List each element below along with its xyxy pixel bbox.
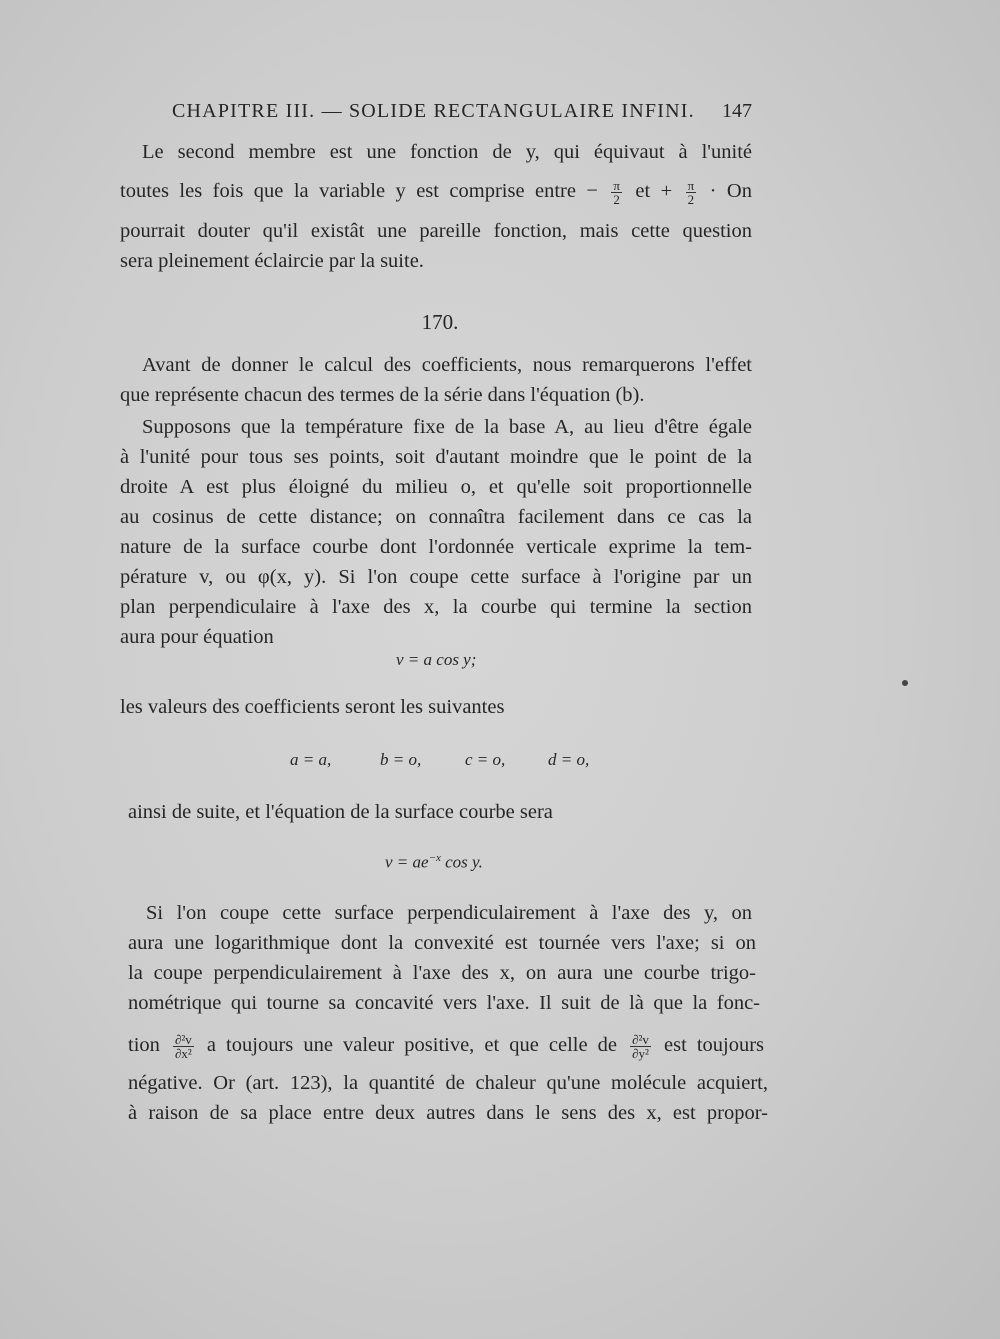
paragraph-line: aura pour équation	[120, 626, 274, 648]
paragraph-line: droite A est plus éloigné du milieu o, et qu'elle soit proportionnelle	[120, 476, 752, 498]
paragraph-line: Supposons que la température fixe de la base A, au lieu d'être égale	[142, 416, 752, 438]
section-number: 170.	[421, 310, 459, 334]
paragraph-line: négative. Or (art. 123), la quantité de chaleur qu'une molécule acquiert,	[128, 1072, 768, 1094]
paragraph-line: sera pleinement éclaircie par la suite.	[120, 250, 424, 272]
equation-term: d = o,	[548, 750, 590, 769]
paragraph-line: ainsi de suite, et l'équation de la surface courbe sera	[128, 801, 553, 823]
page-number: 147	[722, 100, 752, 122]
paragraph-line: pourrait douter qu'il existât une pareille fonction, mais cette question	[120, 220, 752, 242]
running-header	[172, 100, 752, 123]
paragraph-line: Le second membre est une fonction de y, qui équivaut à l'unité	[142, 141, 752, 163]
speck-mark	[902, 680, 908, 686]
paragraph-line: nature de la surface courbe dont l'ordonnée verticale exprime la tem-	[120, 536, 752, 558]
paragraph-line: tion $\frac{\text{∂²v}}{\text{∂x²}}$ a toujours une valeur positive, et que celle de $\frac{\text{∂²v}}{\text{∂y²}}$ est toujours	[128, 1031, 765, 1061]
paragraph-line: à l'unité pour tous ses points, soit d'autant moindre que le point de la	[120, 446, 752, 468]
paragraph-line: nométrique qui tourne sa concavité vers l'axe. Il suit de là que la fonc-	[128, 992, 760, 1014]
paragraph-line: la coupe perpendiculairement à l'axe des x, on aura une courbe trigo-	[128, 962, 756, 984]
paragraph-line: plan perpendiculaire à l'axe des x, la courbe qui termine la section	[120, 596, 752, 618]
fraction: $\frac{\pi}{2}$	[687, 177, 695, 207]
equation-term: c = o,	[465, 750, 506, 769]
chapter-title: CHAPITRE III. — SOLIDE RECTANGULAIRE INFINI.	[172, 100, 695, 122]
paragraph-line: toutes les fois que la variable y est comprise entre − $\frac{\pi}{2}$ et + $\frac{\pi}{2}$ · On	[120, 177, 752, 207]
equation-term: b = o,	[380, 750, 422, 769]
paragraph-line: à raison de sa place entre deux autres dans le sens des x, est propor-	[128, 1102, 768, 1124]
paragraph-line: aura une logarithmique dont la convexité est tournée vers l'axe; si on	[128, 932, 756, 954]
paragraph-line: les valeurs des coefficients seront les suivantes	[120, 696, 505, 718]
equation-term: a = a,	[290, 750, 332, 769]
paragraph-line: que représente chacun des termes de la série dans l'équation (b).	[120, 384, 645, 406]
fraction: $\frac{\text{∂²v}}{\text{∂y²}}$	[632, 1031, 649, 1061]
paragraph-line: pérature v, ou φ(x, y). Si l'on coupe cette surface à l'origine par un	[120, 566, 752, 588]
equation: v = a cos y;	[396, 650, 477, 669]
paragraph-line: Avant de donner le calcul des coefficients, nous remarquerons l'effet	[142, 354, 752, 376]
paragraph-line: au cosinus de cette distance; on connaîtra facilement dans ce cas la	[120, 506, 752, 528]
equation: $v = ae^{-x}$ cos y.	[385, 852, 483, 872]
paragraph-line: Si l'on coupe cette surface perpendiculairement à l'axe des y, on	[146, 902, 752, 924]
fraction: $\frac{\text{∂²v}}{\text{∂x²}}$	[174, 1031, 192, 1061]
fraction: $\frac{\pi}{2}$	[613, 177, 620, 207]
